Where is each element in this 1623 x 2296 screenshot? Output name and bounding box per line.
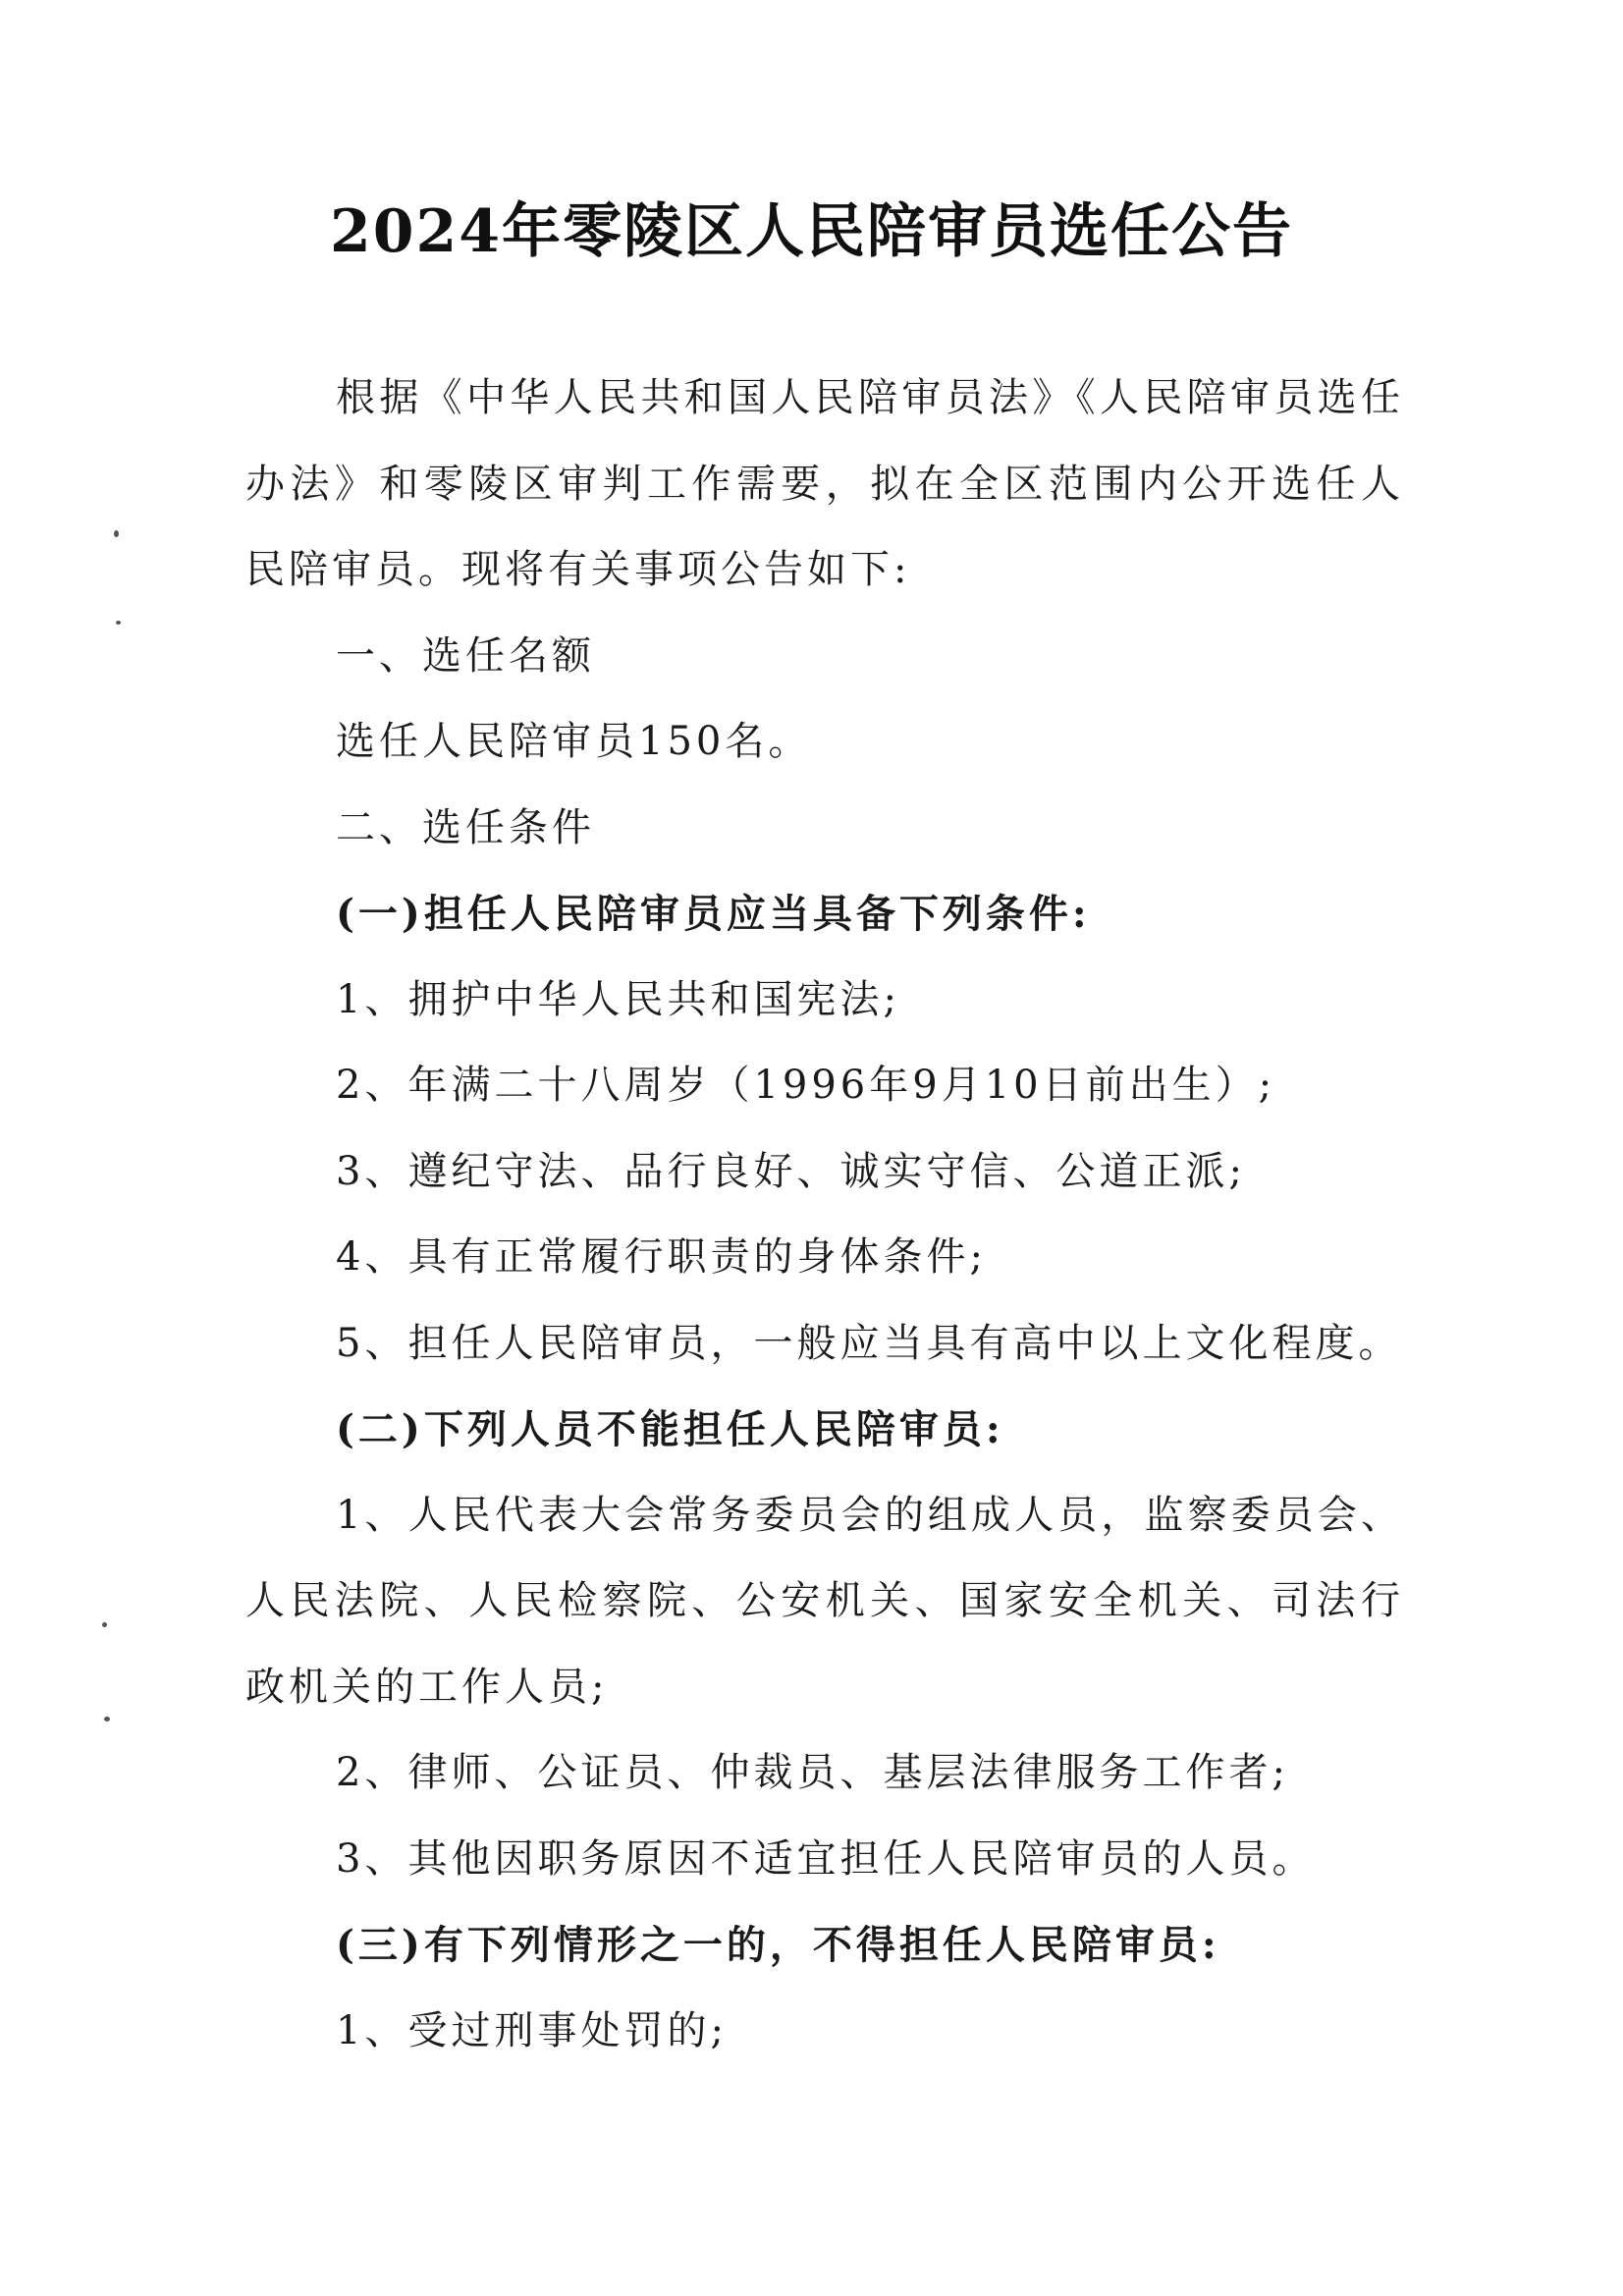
quota-paragraph: 选任人民陪审员150名。 — [336, 719, 812, 764]
list-item: 1、拥护中华人民共和国宪法; — [336, 976, 900, 1022]
section-heading-quota: 一、选任名额 — [336, 632, 595, 679]
scan-speck — [102, 1622, 107, 1627]
subsection-heading-requirements: (一)担任人民陪审员应当具备下列条件: — [336, 891, 1091, 937]
list-item: 2、年满二十八周岁（1996年9月10日前出生）; — [336, 1063, 1276, 1108]
section-heading-conditions: 二、选任条件 — [336, 804, 595, 850]
list-item: 3、其他因职务原因不适宜担任人民陪审员的人员。 — [336, 1835, 1316, 1882]
list-item: 2、律师、公证员、仲裁员、基层法律服务工作者; — [336, 1750, 1289, 1795]
list-item: 1、人民代表大会常务委员会的组成人员，监察委员会、人民法院、人民检察院、公安机关、国家安全机关、司法行政机关的工作人员; — [245, 1492, 1404, 1710]
list-item: 1、受过刑事处罚的; — [336, 2007, 728, 2053]
document-title: 2024年零陵区人民陪审员选任公告 — [330, 197, 1293, 266]
subsection-heading-disqualifications: (三)有下列情形之一的，不得担任人民陪审员: — [336, 1922, 1220, 1968]
subsection-heading-ineligible-positions: (二)下列人员不能担任人民陪审员: — [336, 1406, 1004, 1452]
document-body — [245, 355, 1404, 2074]
list-item: 5、担任人民陪审员，一般应当具有高中以上文化程度。 — [336, 1320, 1402, 1366]
scan-speck — [114, 530, 119, 537]
intro-paragraph: 根据《中华人民共和国人民陪审员法》《人民陪审员选任办法》和零陵区审判工作需要，拟在全区范围内公开选任人民陪审员。现将有关事项公告如下: — [245, 375, 1404, 592]
scan-speck — [116, 621, 121, 625]
list-item: 3、遵纪守法、品行良好、诚实守信、公道正派; — [336, 1148, 1246, 1194]
list-item: 4、具有正常履行职责的身体条件; — [336, 1234, 987, 1280]
scan-speck — [104, 1717, 110, 1722]
